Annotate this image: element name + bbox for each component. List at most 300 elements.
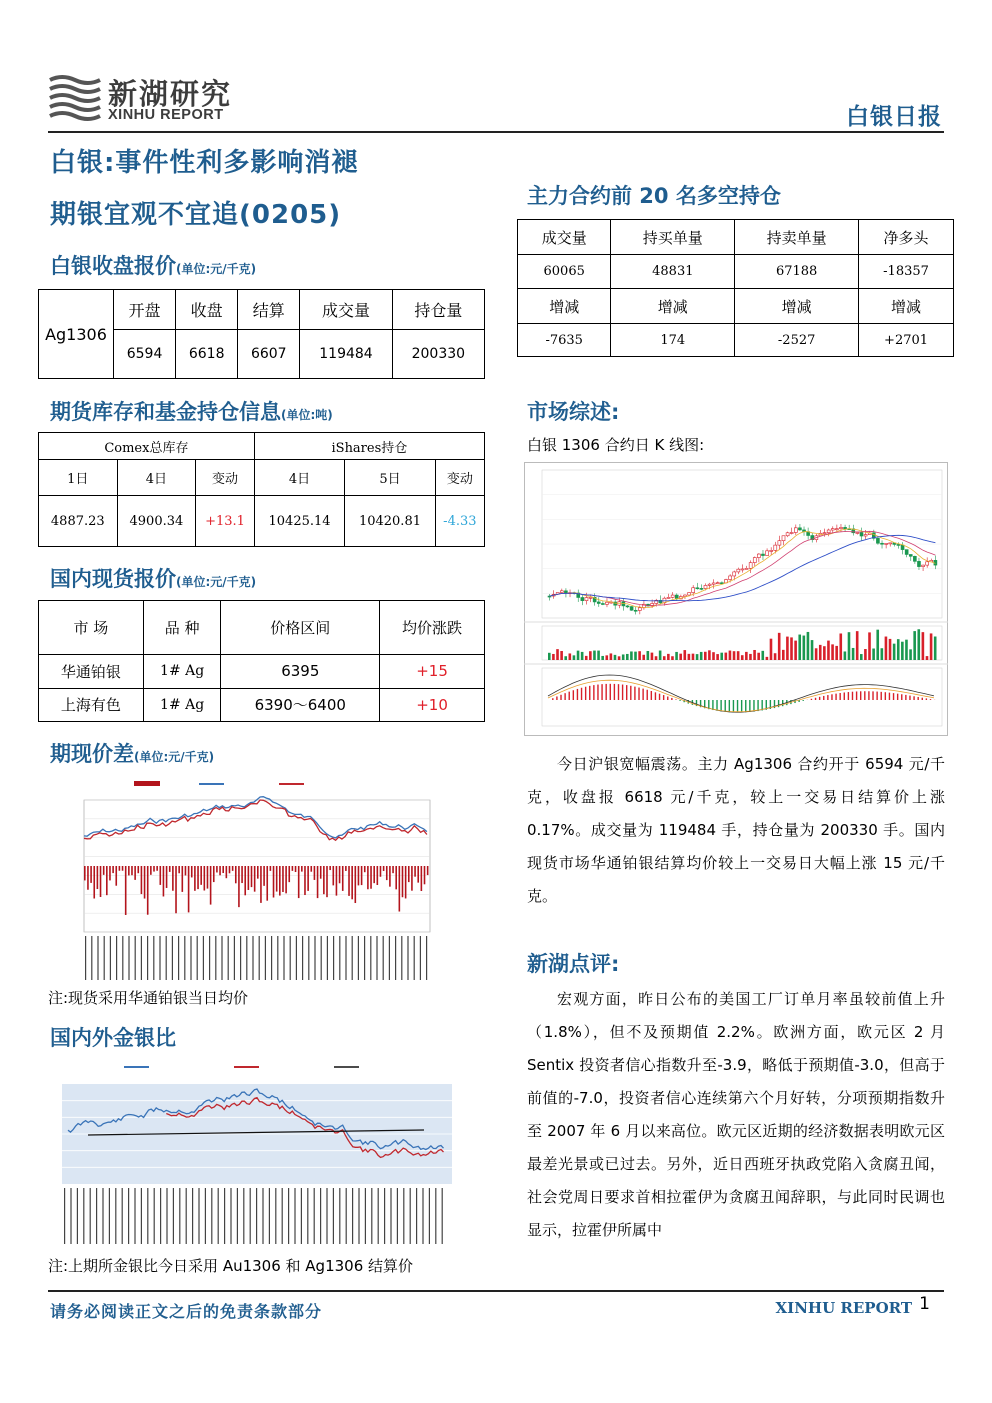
macd-bar <box>564 693 565 700</box>
volume-bar <box>552 654 555 660</box>
value-cell: -2527 <box>735 324 859 357</box>
header-cell: 变动 <box>435 460 484 496</box>
logo-text-en: XINHU REPORT <box>108 107 224 123</box>
macd-bar <box>913 696 914 700</box>
date-tick <box>243 1188 244 1244</box>
candle-body <box>560 591 563 593</box>
macd-bar <box>885 692 886 700</box>
date-tick <box>422 1188 423 1244</box>
macd-bar <box>868 691 869 700</box>
basis-bar <box>266 866 268 901</box>
value-cell: 200330 <box>392 330 484 379</box>
basis-bar <box>411 866 413 891</box>
basis-bar <box>285 866 287 893</box>
date-tick <box>64 1188 65 1244</box>
report-type: 白银日报 <box>846 104 942 130</box>
volume-bar <box>807 632 810 660</box>
date-tick <box>269 1188 270 1244</box>
basis-bar <box>153 866 155 872</box>
basis-bar <box>213 866 215 882</box>
volume-bar <box>901 642 904 660</box>
candle-body <box>634 610 637 611</box>
macd-bar <box>827 695 828 700</box>
volume-bar <box>671 656 674 660</box>
header-cell: 持买单量 <box>611 220 735 255</box>
macd-bar <box>905 695 906 700</box>
volume-bar <box>778 633 781 660</box>
date-tick <box>115 1188 116 1244</box>
macd-bar <box>593 685 594 700</box>
date-tick <box>370 936 371 980</box>
date-tick <box>407 936 408 980</box>
basis-bar <box>232 866 234 871</box>
candle-body <box>844 527 847 528</box>
date-tick <box>110 936 111 980</box>
date-tick <box>102 1188 103 1244</box>
macd-bar <box>831 694 832 700</box>
macd-bar <box>753 700 754 712</box>
candle-body <box>733 572 736 576</box>
date-tick <box>224 1188 225 1244</box>
table-row <box>39 688 485 722</box>
macd-bar <box>741 700 742 712</box>
date-tick <box>256 1188 257 1244</box>
header-cell: 持卖单量 <box>735 220 859 255</box>
volume-bar <box>651 653 654 660</box>
basis-bar <box>169 866 171 872</box>
candle-body <box>864 535 867 536</box>
candle-body <box>835 529 838 530</box>
basis-bar <box>414 866 416 877</box>
basis-bar <box>270 866 272 871</box>
header-cell: 4日 <box>117 460 196 496</box>
volume-bar <box>556 649 559 660</box>
basis-chart <box>44 776 470 982</box>
date-tick <box>147 936 148 980</box>
value-cell: 174 <box>611 324 735 357</box>
basis-bar <box>235 866 237 883</box>
candle-body <box>564 591 567 593</box>
basis-bar <box>119 866 121 871</box>
candle-body <box>671 595 674 597</box>
basis-bar <box>182 866 184 892</box>
volume-bar <box>885 637 888 660</box>
candle-body <box>712 583 715 584</box>
date-tick <box>395 936 396 980</box>
contract-cell: Ag1306 <box>39 290 114 379</box>
basis-bar <box>367 866 369 889</box>
volume-bar <box>761 651 764 660</box>
volume-bar <box>745 652 748 660</box>
date-tick <box>426 936 427 980</box>
header-cell: 市 场 <box>39 601 144 655</box>
volume-bar <box>737 651 740 660</box>
volume-bar <box>569 653 572 660</box>
volume-bar <box>716 654 719 660</box>
date-tick <box>122 1188 123 1244</box>
basis-bar <box>204 866 206 891</box>
macd-bar <box>819 697 820 700</box>
candle-body <box>729 576 732 580</box>
candle-body <box>909 554 912 556</box>
header-cell: 开盘 <box>114 290 176 330</box>
header-cell: 增减 <box>735 289 859 324</box>
date-tick <box>221 936 222 980</box>
basis-bar <box>210 866 212 905</box>
basis-bar <box>103 866 105 875</box>
date-tick <box>104 936 105 980</box>
basis-bar <box>219 866 221 875</box>
date-tick <box>352 936 353 980</box>
macd-bar <box>597 685 598 700</box>
date-tick <box>147 1188 148 1244</box>
basis-bar <box>395 866 397 889</box>
volume-bar <box>868 632 871 660</box>
macd-bar <box>823 696 824 700</box>
date-tick <box>96 1188 97 1244</box>
date-tick <box>166 936 167 980</box>
volume-bar <box>848 632 851 660</box>
date-tick <box>314 936 315 980</box>
basis-bar <box>288 866 290 882</box>
volume-bar <box>782 650 785 660</box>
date-tick <box>321 936 322 980</box>
volume-bar <box>638 651 641 660</box>
basis-bar <box>392 866 394 873</box>
date-tick <box>414 936 415 980</box>
date-tick <box>154 1188 155 1244</box>
ratio-chart <box>44 1058 470 1248</box>
volume-bar <box>683 650 686 660</box>
basis-bar <box>93 866 95 899</box>
date-tick <box>218 1188 219 1244</box>
basis-bar <box>295 866 297 872</box>
basis-bar <box>370 866 372 889</box>
basis-bar <box>109 866 111 880</box>
volume-bar <box>798 635 801 660</box>
macd-bar <box>725 700 726 712</box>
basis-bar <box>244 866 246 895</box>
basis-bar <box>405 866 407 898</box>
basis-bar <box>417 866 419 883</box>
date-tick <box>209 936 210 980</box>
basis-note: 注:现货采用华通铂银当日均价 <box>48 989 249 1007</box>
volume-bar <box>794 641 797 660</box>
basis-bar <box>207 866 209 889</box>
basis-bar <box>364 866 366 872</box>
legend-swatch-basis <box>134 781 160 786</box>
macd-bar <box>872 691 873 700</box>
macd-bar <box>922 698 923 700</box>
date-tick <box>416 1188 417 1244</box>
date-tick <box>283 936 284 980</box>
macd-bar <box>844 692 845 700</box>
basis-bar <box>380 866 382 877</box>
basis-bar <box>226 866 228 878</box>
volume-bar <box>634 652 637 660</box>
volume-bar <box>934 637 937 660</box>
basis-bar <box>424 866 426 884</box>
volume-bar <box>749 654 752 660</box>
header-cell: 5日 <box>345 460 435 496</box>
basis-bar <box>229 866 231 873</box>
basis-bar <box>345 866 347 871</box>
date-tick <box>271 936 272 980</box>
candle-body <box>761 554 764 555</box>
basis-bar <box>358 866 360 885</box>
basis-bar <box>257 866 259 879</box>
ratio-note: 注:上期所金银比今日采用 Au1306 和 Ag1306 结算价 <box>48 1257 414 1275</box>
disclaimer-link[interactable]: 请务必阅读正文之后的免责条款部分 <box>50 1302 323 1321</box>
value-cell: 6594 <box>114 330 176 379</box>
macd-bar <box>757 700 758 711</box>
volume-bar <box>889 639 892 660</box>
basis-bar <box>373 866 375 883</box>
header-cell: 均价涨跌 <box>380 601 485 655</box>
candle-body <box>720 583 723 584</box>
date-tick <box>390 1188 391 1244</box>
volume-bar <box>729 651 732 660</box>
macd-bar <box>638 688 639 700</box>
basis-title: 期现价差(单位:元/千克) <box>50 742 215 766</box>
date-tick <box>314 1188 315 1244</box>
volume-bar <box>589 651 592 660</box>
date-tick <box>141 936 142 980</box>
volume-bar <box>626 654 629 660</box>
basis-bar <box>326 866 328 897</box>
macd-bar <box>712 700 713 710</box>
date-tick <box>365 1188 366 1244</box>
macd-bar <box>852 692 853 700</box>
macd-bar <box>569 692 570 700</box>
top20-table <box>517 219 954 357</box>
candle-body <box>823 533 826 534</box>
volume-bar <box>679 654 682 660</box>
candle-body <box>774 545 777 550</box>
top20-title: 主力合约前 20 名多空持仓 <box>527 184 781 208</box>
candle-body <box>798 528 801 530</box>
header-cell: 持仓量 <box>392 290 484 330</box>
ratio-title: 国内外金银比 <box>50 1026 176 1050</box>
basis-bar <box>361 866 363 885</box>
basis-bar <box>323 866 325 894</box>
basis-bar <box>122 866 124 871</box>
basis-bar <box>348 866 350 896</box>
candle-body <box>926 562 929 565</box>
date-tick <box>205 1188 206 1244</box>
date-tick <box>228 936 229 980</box>
volume-bar <box>856 631 859 660</box>
candle-body <box>913 556 916 561</box>
date-tick <box>333 936 334 980</box>
date-tick <box>186 1188 187 1244</box>
candle-body <box>589 597 592 598</box>
macd-bar <box>675 699 676 700</box>
date-tick <box>275 1188 276 1244</box>
candle-body <box>708 584 711 585</box>
volume-bar <box>897 639 900 660</box>
macd-bar <box>626 685 627 700</box>
kline-caption: 白银 1306 合约日 K 线图: <box>527 436 705 454</box>
candle-body <box>827 530 830 533</box>
candle-body <box>605 602 608 604</box>
table-row <box>39 655 485 689</box>
candle-body <box>749 563 752 569</box>
volume-bar <box>622 654 625 660</box>
date-tick <box>197 936 198 980</box>
candle-body <box>831 529 834 530</box>
volume-bar <box>827 641 830 660</box>
inventory-title: 期货库存和基金持仓信息(单位:吨) <box>50 400 333 424</box>
value-cell: 6618 <box>176 330 238 379</box>
date-tick <box>240 936 241 980</box>
value-cell: 119484 <box>300 330 392 379</box>
date-tick <box>159 936 160 980</box>
basis-bar <box>112 866 114 873</box>
date-tick <box>327 936 328 980</box>
macd-bar <box>856 691 857 700</box>
date-tick <box>265 936 266 980</box>
candle-body <box>581 597 584 600</box>
volume-bar <box>725 653 728 660</box>
macd-bar <box>622 685 623 700</box>
candle-body <box>688 593 691 595</box>
volume-bar <box>831 644 834 660</box>
candle-body <box>601 603 604 604</box>
candle-body <box>630 607 633 611</box>
value-cell: -4.33 <box>435 496 484 547</box>
candle-body <box>905 550 908 555</box>
macd-bar <box>749 700 750 712</box>
volume-bar <box>860 654 863 660</box>
volume-bar <box>659 651 662 660</box>
volume-bar <box>881 648 884 660</box>
volume-bar <box>803 636 806 660</box>
date-tick <box>246 936 247 980</box>
date-tick <box>97 936 98 980</box>
date-tick <box>435 1188 436 1244</box>
volume-bar <box>774 653 777 660</box>
basis-bar <box>159 866 161 885</box>
xinhu-logo <box>48 70 248 126</box>
basis-bar <box>332 866 334 885</box>
candle-body <box>897 544 900 545</box>
date-tick <box>401 936 402 980</box>
date-tick <box>262 1188 263 1244</box>
candle-body <box>597 602 600 604</box>
basis-bar <box>329 866 331 870</box>
date-tick <box>135 936 136 980</box>
date-tick <box>252 936 253 980</box>
basis-bar <box>241 866 243 883</box>
volume-bar <box>593 651 596 660</box>
basis-bar <box>304 866 306 895</box>
date-tick <box>116 936 117 980</box>
volume-bar <box>614 655 617 660</box>
volume-bar <box>753 650 756 660</box>
product-cell: 1# Ag <box>143 655 221 689</box>
page-number: 1 <box>919 1294 930 1314</box>
macd-bar <box>589 686 590 700</box>
volume-bar <box>712 652 715 660</box>
candle-body <box>786 533 789 536</box>
macd-bar <box>803 700 804 701</box>
basis-bar <box>273 866 275 898</box>
date-tick <box>230 1188 231 1244</box>
change-cell: +10 <box>380 688 485 722</box>
basis-bar <box>134 866 136 880</box>
volume-bar <box>913 631 916 660</box>
macd-bar <box>585 687 586 700</box>
value-cell: 48831 <box>611 255 735 289</box>
macd-bar <box>552 698 553 700</box>
date-tick <box>190 936 191 980</box>
header-cell: 成交量 <box>518 220 611 255</box>
logo-text-cn: 新湖研究 <box>108 77 233 111</box>
date-tick <box>429 1188 430 1244</box>
candle-body <box>885 543 888 544</box>
candle-body <box>881 543 884 544</box>
market-review-title: 市场综述: <box>527 400 620 424</box>
basis-bar <box>427 866 429 875</box>
date-tick <box>90 1188 91 1244</box>
basis-bar <box>178 866 180 873</box>
basis-bar <box>317 866 319 898</box>
date-tick <box>288 1188 289 1244</box>
date-tick <box>376 936 377 980</box>
date-tick <box>352 1188 353 1244</box>
date-tick <box>294 1188 295 1244</box>
xinhu-comment-title: 新湖点评: <box>527 952 620 976</box>
macd-bar <box>671 698 672 700</box>
candle-body <box>876 538 879 543</box>
volume-bar <box>839 633 842 660</box>
basis-bar <box>144 866 146 899</box>
page-title-line2: 期银宜观不宜追(0205) <box>50 200 342 230</box>
value-cell: +2701 <box>859 324 954 357</box>
macd-bar <box>601 684 602 700</box>
macd-bar <box>897 694 898 700</box>
value-cell: +13.1 <box>196 496 255 547</box>
macd-bar <box>811 699 812 700</box>
date-tick <box>166 1188 167 1244</box>
volume-bar <box>605 655 608 660</box>
candle-body <box>917 561 920 566</box>
candle-body <box>778 541 781 545</box>
candle-body <box>839 527 842 528</box>
macd-bar <box>659 694 660 700</box>
volume-bar <box>577 651 580 660</box>
header-cell: 成交量 <box>300 290 392 330</box>
volume-bar <box>844 651 847 660</box>
volume-bar <box>564 656 567 660</box>
volume-bar <box>917 629 920 660</box>
value-cell: 67188 <box>735 255 859 289</box>
date-tick <box>192 1188 193 1244</box>
macd-bar <box>651 691 652 700</box>
candle-body <box>922 565 925 566</box>
date-tick <box>420 936 421 980</box>
basis-bar <box>386 866 388 880</box>
date-tick <box>339 936 340 980</box>
change-cell: +15 <box>380 655 485 689</box>
macd-bar <box>917 697 918 700</box>
basis-bar <box>100 866 102 897</box>
header-cell: 增减 <box>611 289 735 324</box>
volume-bar <box>647 651 650 660</box>
header-cell: 增减 <box>518 289 611 324</box>
candle-body <box>626 606 629 607</box>
